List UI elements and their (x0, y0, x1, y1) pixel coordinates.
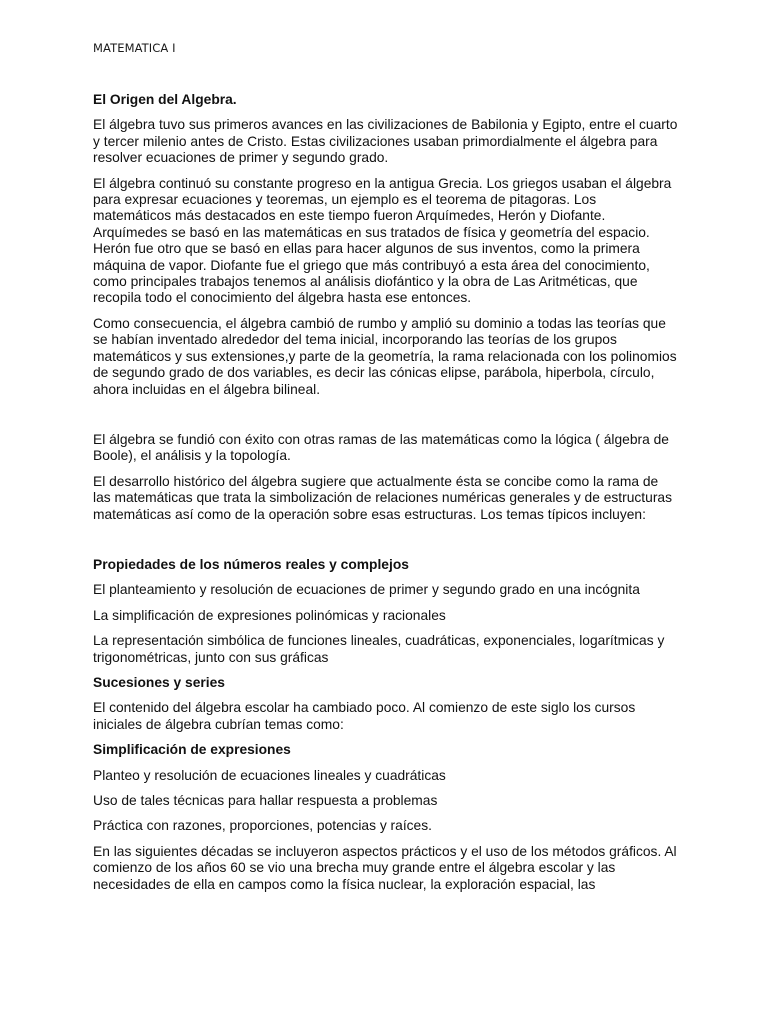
paragraph-decadas: En las siguientes décadas se incluyeron aspectos prácticos y el uso de los métodos gráficos. Al comienzo de los años 60 se vio una brecha muy grande entre el álgebra escolar y las necesidades de ella en campos como la física nuclear, la exploración espacial, las (93, 843, 677, 892)
list-item: Práctica con razones, proporciones, potencias y raíces. (93, 818, 432, 834)
list-item: La simplificación de expresiones polinómicas y racionales (93, 607, 446, 623)
paragraph-babilonia: El álgebra tuvo sus primeros avances en las civilizaciones de Babilonia y Egipto, entre el cuarto y tercer milenio antes de Cristo. Estas civilizaciones usaban primordialmente el álgebra para resolver ecuaciones de primer y segundo grado. (93, 117, 678, 166)
list-item: La representación simbólica de funciones lineales, cuadráticas, exponenciales, logarítmicas y trigonométricas, junto con sus gráficas (93, 633, 665, 665)
blank-line (93, 407, 678, 432)
list-item: Planteo y resolución de ecuaciones lineales y cuadráticas (93, 767, 446, 783)
section-heading-propiedades: Propiedades de los números reales y complejos (93, 556, 409, 572)
paragraph-grecia: El álgebra continuó su constante progreso en la antigua Grecia. Los griegos usaban el álgebra para expresar ecuaciones y teoremas, un ejemplo es el teorema de pitagoras. Los matemáticos más destacados en este tiempo fueron Arquímedes, Herón y Diofante. Arquímedes se basó en las matemáticas en sus tratados de física y geometría del espacio. Herón fue otro que se basó en ellas para hacer algunos de sus inventos, como la primera máquina de vapor. Diofante fue el griego que más contribuyó a esta área del conocimiento, como principales trabajos tenemos al análisis diofántico y la obra de Las Aritméticas, que recopila todo el conocimiento del álgebra hasta ese entonces. (93, 175, 672, 306)
document-title: El Origen del Algebra. (93, 92, 237, 107)
running-header: MATEMATICA I (93, 41, 176, 55)
list-item: Uso de tales técnicas para hallar respuesta a problemas (93, 793, 438, 808)
blank-line (93, 532, 678, 557)
list-item: El planteamiento y resolución de ecuaciones de primer y segundo grado en una incógnita (93, 582, 640, 598)
paragraph-ramas: El álgebra se fundió con éxito con otras ramas de las matemáticas como la lógica ( álgebra de Boole), el análisis y la topología. (93, 431, 669, 464)
section-heading-sucesiones: Sucesiones y series (93, 674, 225, 690)
section-heading-simplificacion: Simplificación de expresiones (93, 742, 291, 758)
paragraph-contenido: El contenido del álgebra escolar ha cambiado poco. Al comienzo de este siglo los cursos iniciales de álgebra cubrían temas como: (93, 700, 636, 732)
document-body (93, 92, 678, 902)
paragraph-desarrollo: El desarrollo histórico del álgebra sugiere que actualmente ésta se concibe como la rama de las matemáticas que trata la simbolización de relaciones numéricas generales y de estructuras matemáticas así como de la operación sobre esas estructuras. Los temas típicos incluyen: (93, 473, 672, 522)
paragraph-consecuencia: Como consecuencia, el álgebra cambió de rumbo y amplió su dominio a todas las teorías que se habían inventado alrededor del tema inicial, incorporando las teorías de los grupos matemáticos y sus extensiones,y parte de la geometría, la rama relacionada con los polinomios de segundo grado de dos variables, es decir las cónicas elipse, parábola, hiperbola, círculo, ahora incluidas en el álgebra bilineal. (93, 315, 677, 397)
